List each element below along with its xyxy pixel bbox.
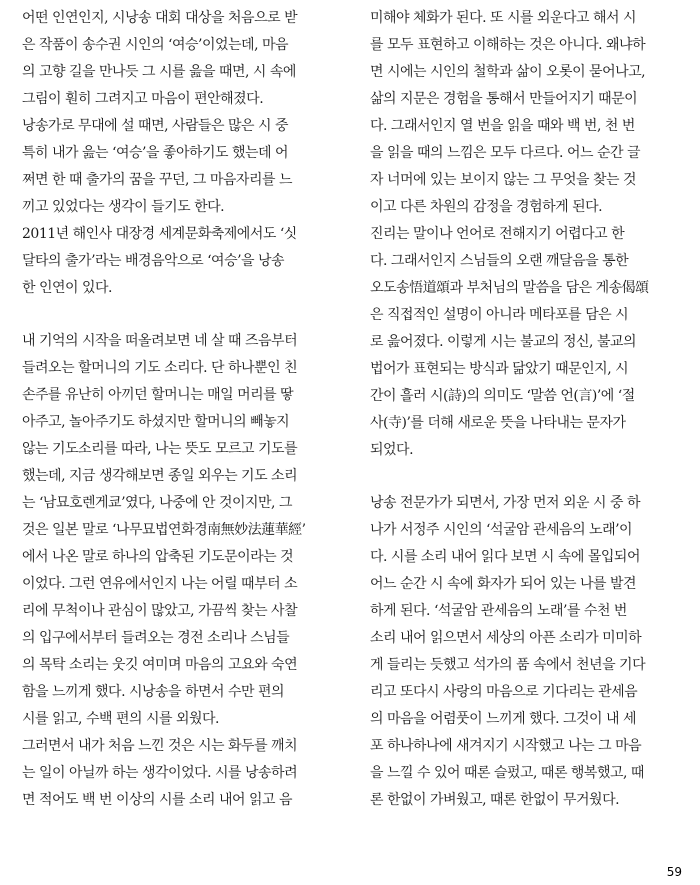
left-column-text-line: 달타의 출가’라는 배경음악으로 ‘여승’을 낭송 [22,253,285,269]
right-column-text-line: 리고 또다시 사랑의 마음으로 기다리는 관세음 [370,684,638,700]
left-column-text-line: 그림이 훤히 그려지고 마음이 편안해졌다. [22,91,264,107]
right-column [370,5,667,814]
left-column-text-line: 함을 느끼게 했다. 시낭송을 하면서 수만 편의 [22,684,285,700]
right-column-text-line: 간이 흘러 시(詩)의 의미도 ‘말씀 언(言)’에 ‘절 [370,388,635,404]
page-number: 59 [666,865,682,879]
left-column-text-line: 시를 읽고, 수백 편의 시를 외웠다. [22,711,219,727]
right-column-text-line: 소리 내어 읽으면서 세상의 아픈 소리가 미미하 [370,630,642,646]
left-column-text-line: 에서 나온 말로 하나의 압축된 기도문이라는 것 [22,549,294,565]
left-column-text-line: 않는 기도소리를 따라, 나는 뜻도 모르고 기도를 [22,441,298,457]
left-column-text-line: 면 적어도 백 번 이상의 시를 소리 내어 읽고 음 [22,792,292,808]
right-column-text-line: 의 마음을 어렴풋이 느끼게 했다. 그것이 내 세 [370,711,637,727]
left-column-text-line: 리에 무척이나 관심이 많았고, 가끔씩 찾는 사찰 [22,603,298,619]
right-column-text-line: 다. 그래서인지 스님들의 오랜 깨달음을 통한 [370,253,629,269]
right-column-text-line: 하게 된다. ‘석굴암 관세음의 노래’를 수천 번 [370,603,627,619]
right-column-text-line: 로 읊어졌다. 이렇게 시는 불교의 정신, 불교의 [370,334,637,350]
right-column-text-line: 론 한없이 가벼웠고, 때론 한없이 무거웠다. [370,792,620,808]
left-column-text-line: 했는데, 지금 생각해보면 종일 외우는 기도 소리 [22,468,298,484]
left-column-text-line: 2011년 해인사 대장경 세계문화축제에서도 ‘싯 [22,226,297,242]
right-column-text-line: 나가 서정주 시인의 ‘석굴암 관세음의 노래’이 [370,522,633,538]
right-column-text-line: 진리는 말이나 언어로 전해지기 어렵다고 한 [370,226,625,242]
right-column-text-line: 낭송 전문가가 되면서, 가장 먼저 외운 시 중 하 [370,495,640,511]
left-column-text-line: 내 기억의 시작을 떠올려보면 네 살 때 즈음부터 [22,333,298,349]
left-column-text-line: 의 고향 길을 만나듯 그 시를 읊을 때면, 시 속에 [22,64,296,80]
right-column-text-line: 포 하나하나에 새겨지기 시작했고 나는 그 마음 [370,738,642,754]
left-column-text-line: 것은 일본 말로 ‘나무묘법연화경南無妙法蓮華經’ [22,522,306,538]
paragraph-gap [22,302,319,328]
right-column-text-line: 은 직접적인 설명이 아니라 메타포를 담은 시 [370,307,629,323]
right-column-text-line: 미해야 체화가 된다. 또 시를 외운다고 해서 시 [370,10,637,26]
left-column-text-line: 의 목탁 소리는 웃깃 여미며 마음의 고요와 숙연 [22,657,298,673]
left-column-text-line: 특히 내가 읊는 ‘여승’을 좋아하기도 했는데 어 [22,145,289,161]
left-column-text-line: 한 인연이 있다. [22,280,112,296]
right-column-text-line: 어느 순간 시 속에 화자가 되어 있는 나를 발견 [370,576,637,592]
left-column-text-line: 그러면서 내가 처음 느낀 것은 시는 화두를 깨치 [22,738,298,754]
left-column-text-line: 는 일이 아닐까 하는 생각이었다. 시를 낭송하려 [22,765,298,781]
left-column-text-line: 쩌면 한 때 출가의 꿈을 꾸던, 그 마음자리를 느 [22,172,292,188]
left-column-text-line: 손주를 유난히 아끼던 할머니는 매일 머리를 땋 [22,387,294,403]
left-column-text-line: 은 작품이 송수권 시인의 ‘여승’이었는데, 마음 [22,37,289,53]
right-column-text-line: 삶의 지문은 경험을 통해서 만들어지기 때문이 [370,91,638,107]
right-column-text-line: 이고 다른 차원의 감정을 경험하게 된다. [370,199,603,215]
right-column-text-line: 자 너머에 있는 보이지 않는 그 무엇을 찾는 것 [370,172,637,188]
right-column-text-line: 를 모두 표현하고 이해하는 것은 아니다. 왜냐하 [370,37,646,53]
left-column-text-line: 의 입구에서부터 들려오는 경전 소리나 스님들 [22,630,290,646]
left-column-text-line: 아주고, 놀아주기도 하셨지만 할머니의 빼놓지 [22,414,290,430]
right-column-text-line: 오도송悟道頌과 부처님의 말씀을 담은 게송偈頌 [370,280,649,296]
right-column-text-line: 법어가 표현되는 방식과 닮았기 때문인지, 시 [370,361,629,377]
left-column-text-line: 끼고 있었다는 생각이 들기도 한다. [22,199,225,215]
right-column-text-line: 을 느낄 수 있어 때론 슬펐고, 때론 행복했고, 때 [370,765,644,781]
right-column-text-line: 다. 그래서인지 열 번을 읽을 때와 백 번, 천 번 [370,118,635,134]
right-column-text-line: 을 읽을 때의 느낌은 모두 다르다. 어느 순간 글 [370,145,640,161]
right-column-text-line: 되었다. [370,442,414,458]
left-column-text-line: 어떤 인연인지, 시낭송 대회 대상을 처음으로 받 [22,10,298,26]
left-column-text-line: 낭송가로 무대에 설 때면, 사람들은 많은 시 중 [22,118,289,134]
left-column [22,5,319,814]
left-column-text-line: 는 ‘남묘호렌게쿄’였다, 나중에 안 것이지만, 그 [22,495,292,511]
left-column-text-line: 이었다. 그런 연유에서인지 나는 어릴 때부터 소 [22,576,298,592]
right-column-text-line: 사(寺)’를 더해 새로운 뜻을 나타내는 문자가 [370,415,626,431]
left-column-text-line: 들려오는 할머니의 기도 소리다. 단 하나뿐인 친 [22,360,298,376]
right-column-text-line: 게 들리는 듯했고 석가의 품 속에서 천년을 기다 [370,657,646,673]
paragraph-gap [370,464,667,490]
right-column-text-line: 다. 시를 소리 내어 읽다 보면 시 속에 몰입되어 [370,549,640,565]
right-column-text-line: 면 시에는 시인의 철학과 삶이 오롯이 묻어나고, [370,64,646,80]
